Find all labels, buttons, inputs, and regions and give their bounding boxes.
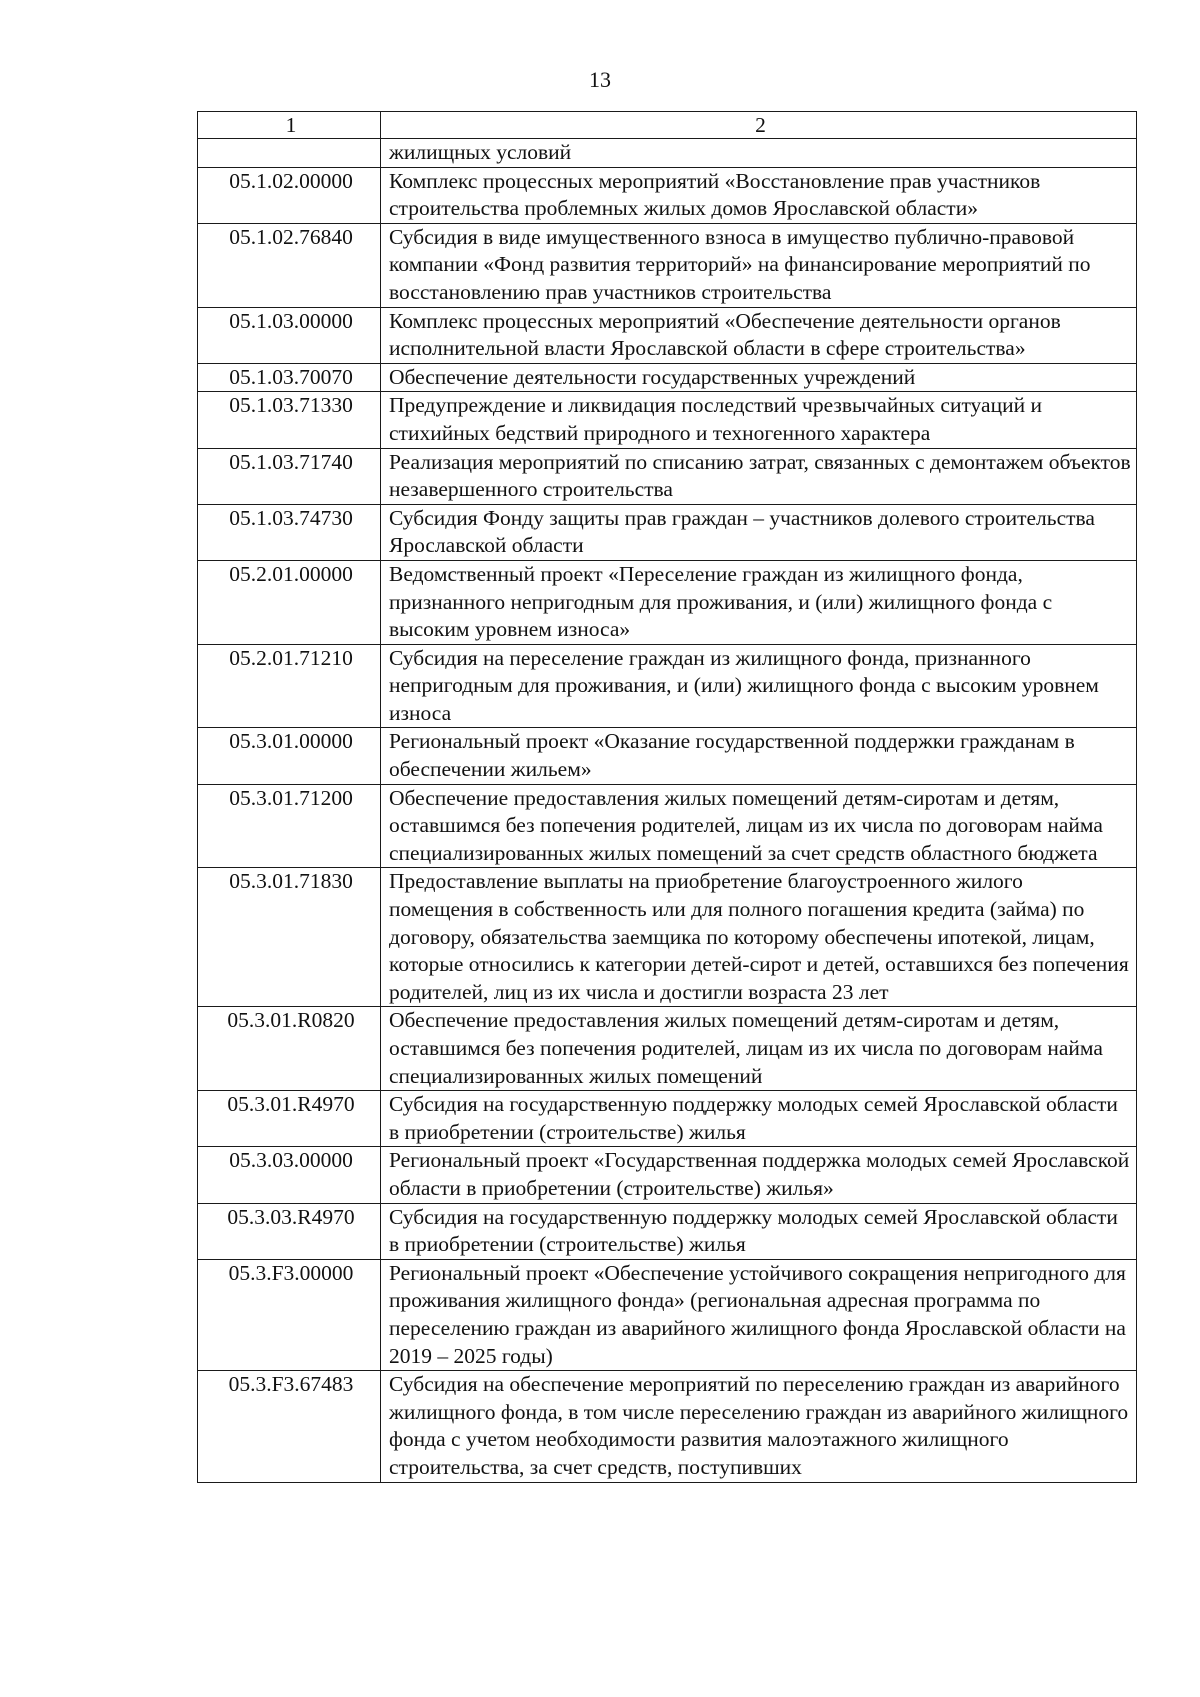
table-row — [198, 728, 1137, 784]
table-row — [198, 363, 1137, 392]
row-description-cell: Субсидия Фонду защиты прав граждан – участников долевого строительства Ярославской области — [381, 504, 1137, 560]
row-code-cell: 05.1.02.76840 — [198, 223, 381, 307]
table-row — [198, 868, 1137, 1007]
row-code-cell: 05.1.03.74730 — [198, 504, 381, 560]
row-code-cell: 05.1.03.71330 — [198, 392, 381, 448]
table-row — [198, 223, 1137, 307]
table-row — [198, 1259, 1137, 1370]
row-code-cell: 05.3.01.71830 — [198, 868, 381, 1007]
table-header-row — [198, 112, 1137, 139]
page-number: 13 — [589, 67, 611, 92]
row-description-cell: Ведомственный проект «Переселение граждан из жилищного фонда, признанного непригодным для проживания, и (или) жилищного фонда с высоким уровнем износа» — [381, 560, 1137, 644]
row-code-cell: 05.3.01.71200 — [198, 784, 381, 868]
row-code-cell: 05.3.01.R0820 — [198, 1007, 381, 1091]
row-code-cell: 05.1.02.00000 — [198, 167, 381, 223]
row-description-cell: Субсидия на государственную поддержку молодых семей Ярославской области в приобретении (строительстве) жилья — [381, 1091, 1137, 1147]
row-description-cell: Обеспечение предоставления жилых помещений детям-сиротам и детям, оставшимся без попечения родителей, лицам из их числа по договорам найма специализированных жилых помещений за счет средств областного бюджета — [381, 784, 1137, 868]
table-row — [198, 1007, 1137, 1091]
row-code-cell: 05.1.03.71740 — [198, 448, 381, 504]
row-description-cell: Региональный проект «Оказание государственной поддержки гражданам в обеспечении жильем» — [381, 728, 1137, 784]
table-row — [198, 504, 1137, 560]
budget-classification-table — [197, 111, 1137, 1483]
row-description-cell: жилищных условий — [381, 139, 1137, 168]
table-row — [198, 1203, 1137, 1259]
row-code-cell: 05.2.01.00000 — [198, 560, 381, 644]
row-description-cell: Субсидия на государственную поддержку молодых семей Ярославской области в приобретении (строительстве) жилья — [381, 1203, 1137, 1259]
row-description-cell: Комплекс процессных мероприятий «Восстановление прав участников строительства проблемных жилых домов Ярославской области» — [381, 167, 1137, 223]
table-row — [198, 307, 1137, 363]
row-description-cell: Обеспечение деятельности государственных учреждений — [381, 363, 1137, 392]
row-description-cell: Обеспечение предоставления жилых помещений детям-сиротам и детям, оставшимся без попечения родителей, лицам из их числа по договорам найма специализированных жилых помещений — [381, 1007, 1137, 1091]
row-description-cell: Субсидия на обеспечение мероприятий по переселению граждан из аварийного жилищного фонда, в том числе переселению граждан из аварийного жилищного фонда с учетом необходимости развития малоэтажного жилищного строительства, за счет средств, поступивших — [381, 1371, 1137, 1482]
table-row — [198, 167, 1137, 223]
row-code-cell: 05.3.F3.00000 — [198, 1259, 381, 1370]
row-code-cell: 05.3.01.00000 — [198, 728, 381, 784]
table-row — [198, 139, 1137, 168]
table-row — [198, 1147, 1137, 1203]
row-description-cell: Субсидия на переселение граждан из жилищного фонда, признанного непригодным для проживания, и (или) жилищного фонда с высоким уровнем износа — [381, 644, 1137, 728]
row-code-cell: 05.1.03.70070 — [198, 363, 381, 392]
row-description-cell: Региональный проект «Государственная поддержка молодых семей Ярославской области в приобретении (строительстве) жилья» — [381, 1147, 1137, 1203]
table-row — [198, 784, 1137, 868]
table-row — [198, 644, 1137, 728]
row-description-cell: Региональный проект «Обеспечение устойчивого сокращения непригодного для проживания жилищного фонда» (региональная адресная программа по переселению граждан из аварийного жилищного фонда Ярославской области на 2019 – 2025 годы) — [381, 1259, 1137, 1370]
table-row — [198, 1371, 1137, 1482]
row-description-cell: Реализация мероприятий по списанию затрат, связанных с демонтажем объектов незавершенного строительства — [381, 448, 1137, 504]
row-code-cell: 05.3.03.00000 — [198, 1147, 381, 1203]
row-code-cell: 05.2.01.71210 — [198, 644, 381, 728]
column-header-2: 2 — [381, 112, 1137, 139]
row-description-cell: Субсидия в виде имущественного взноса в имущество публично-правовой компании «Фонд развития территорий» на финансирование мероприятий по восстановлению прав участников строительства — [381, 223, 1137, 307]
row-code-cell: 05.1.03.00000 — [198, 307, 381, 363]
row-code-cell — [198, 139, 381, 168]
row-code-cell: 05.3.01.R4970 — [198, 1091, 381, 1147]
column-header-1: 1 — [198, 112, 381, 139]
table-row — [198, 392, 1137, 448]
row-description-cell: Предупреждение и ликвидация последствий чрезвычайных ситуаций и стихийных бедствий природного и техногенного характера — [381, 392, 1137, 448]
row-description-cell: Предоставление выплаты на приобретение благоустроенного жилого помещения в собственность или для полного погашения кредита (займа) по договору, обязательства заемщика по которому обеспечены ипотекой, лицам, которые относились к категории детей-сирот и детей, оставшихся без попечения родителей, лиц из их числа и достигли возраста 23 лет — [381, 868, 1137, 1007]
table-row — [198, 1091, 1137, 1147]
row-code-cell: 05.3.F3.67483 — [198, 1371, 381, 1482]
row-description-cell: Комплекс процессных мероприятий «Обеспечение деятельности органов исполнительной власти Ярославской области в сфере строительства» — [381, 307, 1137, 363]
table-row — [198, 448, 1137, 504]
table-row — [198, 560, 1137, 644]
row-code-cell: 05.3.03.R4970 — [198, 1203, 381, 1259]
